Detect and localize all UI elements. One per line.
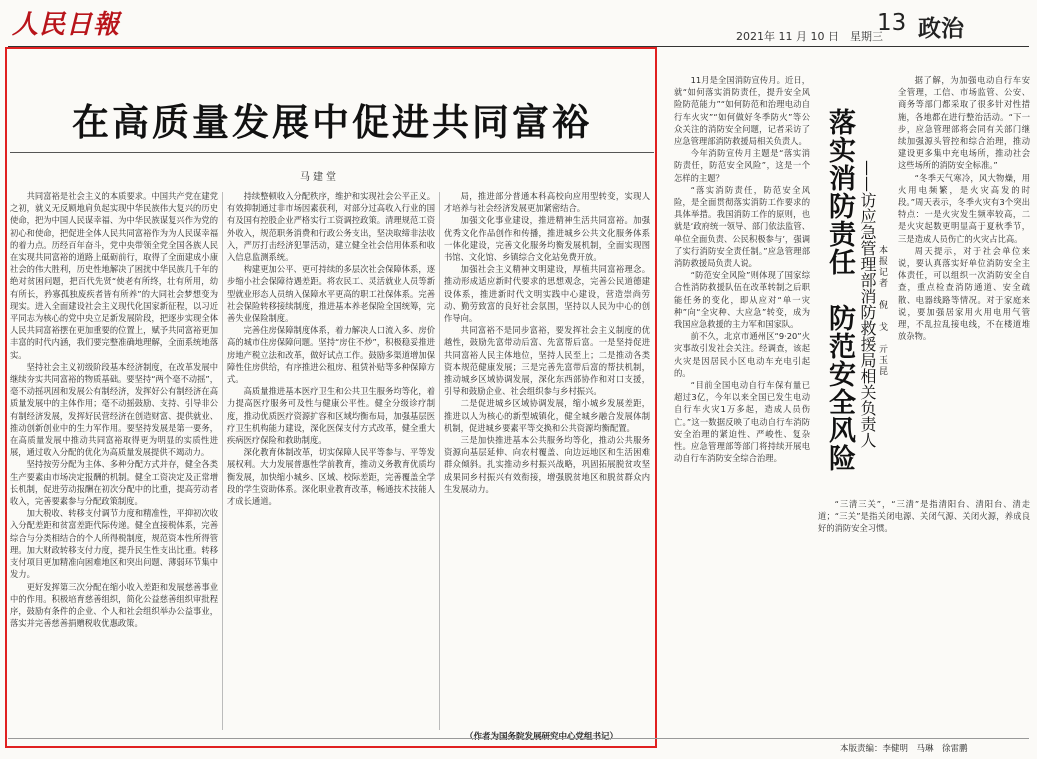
paragraph: 前不久，北京市通州区“9·20”火灾事故引发社会关注。经调查，该起火灾是因居民小区电动车充电引起的。 <box>674 331 810 378</box>
side-article-reporters: 本报记者 倪 戈 亓玉昆 <box>877 245 887 377</box>
issue-date: 2021年 11 月 10 日 星期三 <box>736 30 883 43</box>
paragraph: 共同富裕是社会主义的本质要求。中国共产党在建党之初，就义无反顾地肩负起实现中华民族伟大复兴的历史使命，把为中国人民谋幸福、为中华民族谋复兴作为党的初心和使命，把促进全体人民共同富裕作为为人民谋幸福的着力点。历经百年奋斗，党中央带领全党全国各族人民在实现共同富裕的道路上砥砺前行，取得了全面建成小康社会的伟大胜利，历史性地解决了困扰中华民族几千年的绝对贫困问题，把百代先贤“使老有所终，壮有所用，幼有所长，矜寡孤独废疾者皆有所养”的大同社会梦想变为现实。进入全面建设社会主义现代化国家新征程，以习近平同志为核心的党中央立足新发展阶段，把逐步实现全体人民共同富裕摆在更加重要的位置上，赋予共同富裕更加丰富的时代内涵，我们要完整准确地理解，全面系统地落实。 <box>10 191 218 360</box>
article-headline: 在高质量发展中促进共同富裕 <box>72 101 592 144</box>
paragraph: 构建更加公平、更可持续的多层次社会保障体系，逐步缩小社会保障待遇差距。将农民工、灵活就业人员等新型就业形态人员纳入保障水平更高的职工社保体系。完善社会保险转移接续制度，推进基本养老保险全国统筹，完善失业保险制度。 <box>227 264 435 324</box>
newspaper-logo: 人民日報 <box>12 10 121 40</box>
side-article-column-1 <box>674 74 810 734</box>
paragraph: 二是促进城乡区域协调发展，缩小城乡发展差距，推进以人为核心的新型城镇化，健全城乡融合发展体制机制，促进城乡要素平等交换和公共资源均衡配置。 <box>444 398 650 433</box>
paragraph: 坚持社会主义初级阶段基本经济制度，在改革发展中继续夯实共同富裕的物质基础。要坚持“两个毫不动摇”，毫不动摇巩固和发展公有制经济，发挥好公有制经济在高质量发展中的主体作用；毫不动摇鼓励、支持、引导非公有制经济发展，发挥好民营经济在创造财富、提供就业、推动创新创业中的生力军作用。要坚持发展是第一要务，在高质量发展中推动共同富裕取得更为明显的实质性进展，通过收入分配的优化为高质量发展提供不竭动力。 <box>10 361 218 458</box>
paragraph: 11月是全国消防宣传月。近日，就“如何落实消防责任，提升安全风险防范能力”“如何防范和治理电动自行车火灾”“如何做好冬季防火”等公众关注的消防安全问题，记者采访了应急管理部消防救援局相关负责人。 <box>674 75 810 147</box>
column-divider <box>439 192 440 730</box>
side-article-subheadline: ——访应急管理部消防救援局相关负责人 <box>858 160 877 448</box>
paragraph: 加大税收、转移支付调节力度和精准性，平抑初次收入分配差距和贫富差距代际传递。健全直接税体系，完善综合与分类相结合的个人所得税制度，规范资本性所得管理。加大财政转移支付力度，提升民生性支出比重。转移支付项目更加精准向困难地区和突出问题、薄弱环节集中发力。 <box>10 508 218 580</box>
paragraph: 深化教育体制改革，切实保障人民平等参与、平等发展权利。大力发展普惠性学前教育，推动义务教育优质均衡发展，加快缩小城乡、区域、校际差距，完善覆盖全学段的学生资助体系。深化职业教育改革，畅通技术技能人才成长通道。 <box>227 447 435 507</box>
paragraph: 今年消防宣传月主题是“落实消防责任，防范安全风险”，这是一个怎样的主题？ <box>674 148 810 183</box>
paragraph: 周天提示，对于社会单位来说，要认真落实好单位消防安全主体责任，可以组织一次消防安全自查，重点检查消防通道、安全疏散、电器线路等情况。对于家庭来说，要加强居家用火用电用气管理，不乱拉乱接电线，不在楼道堆放杂物。 <box>898 245 1030 342</box>
paragraph: 据了解，为加强电动自行车安全管理，工信、市场监管、公安、商务等部门都采取了很多针对性措施，各地都在进行整治活动。“下一步，应急管理部将会同有关部门继续加强源头管控和综合治理，推动建设更多集中充电场所，推动社会这些场所的消防安全标准。” <box>898 75 1030 171</box>
paragraph: “目前全国电动自行车保有量已超过3亿，今年以来全国已发生电动自行车火灾1万多起，造成人员伤亡。”这一数据反映了电动自行车消防安全治理的紧迫性、严峻性、复杂性。应急管理部等部门将持续开展电动自行车消防安全综合治理。 <box>674 380 810 464</box>
paragraph: “冬季天气寒冷，风大物燥，用火用电频繁，是火灾高发的时段。”周天表示，冬季火灾有3个突出特点：一是火灾发生频率较高，二是火灾起数更明显高于夏秋季节，三是造成人员伤亡的火灾占比高。 <box>898 172 1030 244</box>
paragraph: 加强社会主义精神文明建设，厚植共同富裕理念。推动形成适应新时代要求的思想观念，完善公民道德建设体系，推进新时代文明实践中心建设，营造崇尚劳动、勤劳致富的良好社会氛围，坚持以人民为中心的创作导向。 <box>444 264 650 324</box>
article-column-1 <box>10 190 218 730</box>
side-article-headline: 落实消防责任 防范安全风险 <box>824 108 855 472</box>
article-column-3 <box>444 190 650 725</box>
paragraph: 完善住房保障制度体系，着力解决人口流入多、房价高的城市住房保障问题。坚持“房住不炒”，积极稳妥推进房地产税立法和改革，做好试点工作。鼓励多渠道增加保障性住房供给，有序推进公租房、租赁补贴等多种保障方式。 <box>227 325 435 385</box>
paragraph: 高质量推进基本医疗卫生和公共卫生服务均等化，着力提高医疗服务可及性与健康公平性。健全分级诊疗制度，推动优质医疗资源扩容和区域均衡布局，加强基层医疗卫生机构能力建设，深化医保支付方式改革，健全重大疾病医疗保险和救助制度。 <box>227 386 435 446</box>
author-note: （作者为国务院发展研究中心党组书记） <box>465 732 619 742</box>
article-column-2 <box>227 190 435 730</box>
paragraph: 更好发挥第三次分配在缩小收入差距和发展慈善事业中的作用。积极培育慈善组织，简化公益慈善组织审批程序，鼓励有条件的企业、个人和社会组织举办公益事业，落实并完善慈善捐赠税收优惠政策。 <box>10 581 218 629</box>
paragraph: “防范安全风险”则体现了国家综合性消防救援队伍在改革转制之后职能任务的变化，即从应对“单一灾种”向“全灾种、大应急”转变，成为我国应急救援的主力军和国家队。 <box>674 270 810 330</box>
paragraph: 局，推进部分普通本科高校向应用型转变，实现人才培养与社会经济发展更加紧密结合。 <box>444 191 650 214</box>
paragraph: “三清三关”，“三清”是指清阳台、清阳台、清走道；“三关”是指关闭电源、关闭气源、关闭火源，养成良好的消防安全习惯。 <box>818 499 1030 534</box>
paragraph: 共同富裕不是同步富裕，要发挥社会主义制度的优越性，鼓励先富带动后富、先富帮后富。一是坚持促进共同富裕人民主体地位，坚持人民至上；二是推动各类资本规范健康发展；三是完善先富带后富的帮扶机制，推动城乡区域协调发展，深化东西部协作和对口支援，引导和鼓励企业、社会组织参与乡村振兴。 <box>444 325 650 397</box>
paragraph: 坚持按劳分配为主体、多种分配方式并存，健全各类生产要素由市场决定报酬的机制。健全工资决定及正常增长机制，促进劳动报酬在初次分配中的比重，提高劳动者收入，完善要素参与分配政策制度。 <box>10 459 218 507</box>
section-name: 政治 <box>918 16 964 42</box>
page-number: 13 <box>877 10 907 36</box>
footer-rule <box>8 738 1029 739</box>
column-divider <box>222 192 223 730</box>
paragraph: 持续整顿收入分配秩序，维护和实现社会公平正义。有效抑制通过非市场因素获利，对部分过高收入行业的国有及国有控股企业严格实行工资调控政策。清理规范工资外收入，规范职务消费和行政公务支出，坚决取缔非法收入，严厉打击经济犯罪活动，建立健全社会信用体系和收入信息监测系统。 <box>227 191 435 263</box>
headline-rule <box>10 152 654 153</box>
article-byline: 马建堂 <box>300 172 339 183</box>
paragraph: 三是加快推进基本公共服务均等化，推动公共服务资源向基层延伸、向农村覆盖、向边远地区和生活困难群众倾斜。扎实推动乡村振兴战略，巩固拓展脱贫攻坚成果同乡村振兴有效衔接，增强脱贫地区和脱贫群众内生发展动力。 <box>444 435 650 494</box>
side-article-column-2 <box>898 74 1030 494</box>
side-article-column-3 <box>818 498 1030 734</box>
paragraph: “落实消防责任，防范安全风险，是全面贯彻落实消防工作要求的具体举措。我国消防工作的原则，也就是‘政府统一领导、部门依法监管、单位全面负责、公民积极参与’，强调了实行消防安全责任制。”应急管理部消防救援局负责人说。 <box>674 184 810 269</box>
page-editors: 本版责编：李健明 马琳 徐雷鹏 <box>840 744 968 754</box>
paragraph: 加强文化事业建设，推进精神生活共同富裕。加强优秀文化作品创作和传播，推进城乡公共文化服务体系一体化建设，完善文化服务均衡发展机制，全面实现图书馆、文化馆、乡镇综合文化站免费开放。 <box>444 215 650 263</box>
